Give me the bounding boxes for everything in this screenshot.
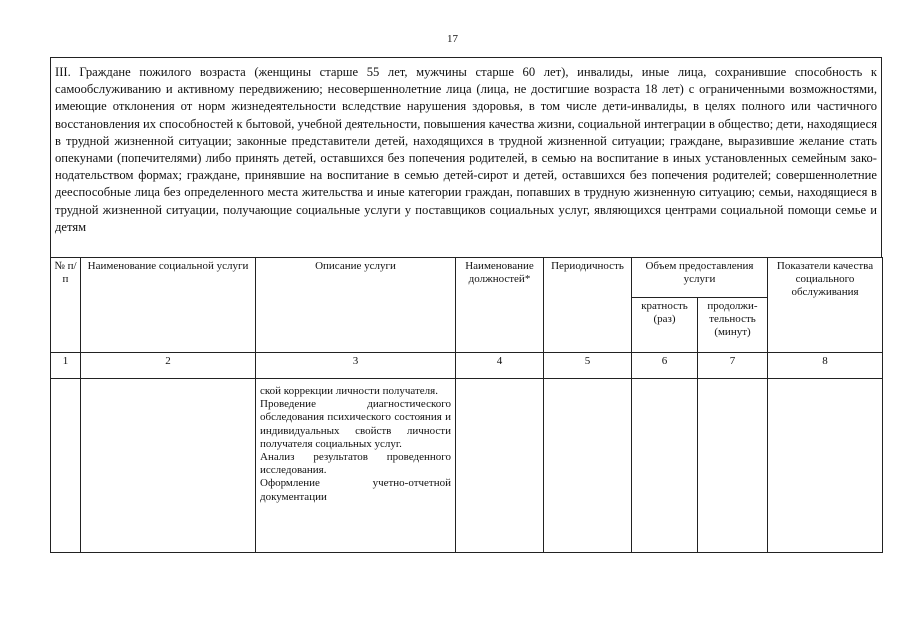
services-table bbox=[50, 257, 883, 553]
column-number: 5 bbox=[544, 353, 632, 379]
category-description: III. Граждане пожилого возраста (женщины старше 55 лет, мужчины старше 60 лет), инвалиды, иные лица, сохранившие способность к самообслуживанию и активному передвижению; несовершеннолетние лица (лица, не достигшие возраста 18 лет) с ограниченными возможностями, имеющие отклонения от норм жизнедеятельности вследствие нарушения здоровья, в том числе дети-инвалиды, в целях полного или частичного восстановления их способностей к бытовой, учебной деятельности, повышения качества жизни, социальной интеграции в общество; дети, находящиеся в трудной жизненной ситуации; законные представители детей, находящихся в трудной жизненной ситуации; граждане, выразившие желание стать опекунами (попечителями) либо принять детей, оставшихся без попечения родителей, в семью на воспитание в иных установленных семейным законодательством формах; граждане, принявшие на воспитание в семью детей-сирот и детей, оставшихся без попечения родителей; совершеннолетние дееспособные лица без определенного места жительства и иные категории граждан, попавших в трудную жизненную ситуацию; семьи, находящиеся в трудной жизненной ситуации, получающие социальные услуги у поставщиков социальных услуг, являющихся центрами социальной помощи семье и детям bbox=[50, 57, 882, 257]
cell-duration bbox=[698, 379, 768, 553]
cell-quality bbox=[768, 379, 883, 553]
header-description: Описание услуги bbox=[256, 258, 456, 353]
cell-service-name bbox=[81, 379, 256, 553]
cell-position bbox=[456, 379, 544, 553]
description-paragraph: Оформление учетно-отчетной документации bbox=[260, 477, 451, 503]
header-num: № п/п bbox=[51, 258, 81, 353]
description-paragraph: Анализ результатов проведенного исследования. bbox=[260, 451, 451, 477]
header-volume: Объем предоставления услуги bbox=[632, 258, 768, 298]
column-number: 1 bbox=[51, 353, 81, 379]
table-header-row bbox=[51, 258, 883, 298]
column-number: 3 bbox=[256, 353, 456, 379]
cell-description bbox=[256, 379, 456, 553]
column-number: 6 bbox=[632, 353, 698, 379]
header-duration: продолжительность (минут) bbox=[698, 298, 768, 353]
header-service-name: Наименование социальной услуги bbox=[81, 258, 256, 353]
column-number-row bbox=[51, 353, 883, 379]
header-position: Наименование должностей* bbox=[456, 258, 544, 353]
header-frequency: кратность (раз) bbox=[632, 298, 698, 353]
description-paragraph: Проведение диагностического обследования психического состояния и индивидуальных свойств личности получателя социальных услуг. bbox=[260, 398, 451, 450]
header-periodicity: Периодичность bbox=[544, 258, 632, 353]
page-number: 17 bbox=[447, 33, 458, 45]
column-number: 4 bbox=[456, 353, 544, 379]
table-row bbox=[51, 379, 883, 553]
column-number: 8 bbox=[768, 353, 883, 379]
cell-num bbox=[51, 379, 81, 553]
column-number: 7 bbox=[698, 353, 768, 379]
cell-periodicity bbox=[544, 379, 632, 553]
column-number: 2 bbox=[81, 353, 256, 379]
header-quality: Показатели качества социального обслуживания bbox=[768, 258, 883, 353]
description-paragraph: ской коррекции личности получателя. bbox=[260, 385, 438, 397]
cell-frequency bbox=[632, 379, 698, 553]
